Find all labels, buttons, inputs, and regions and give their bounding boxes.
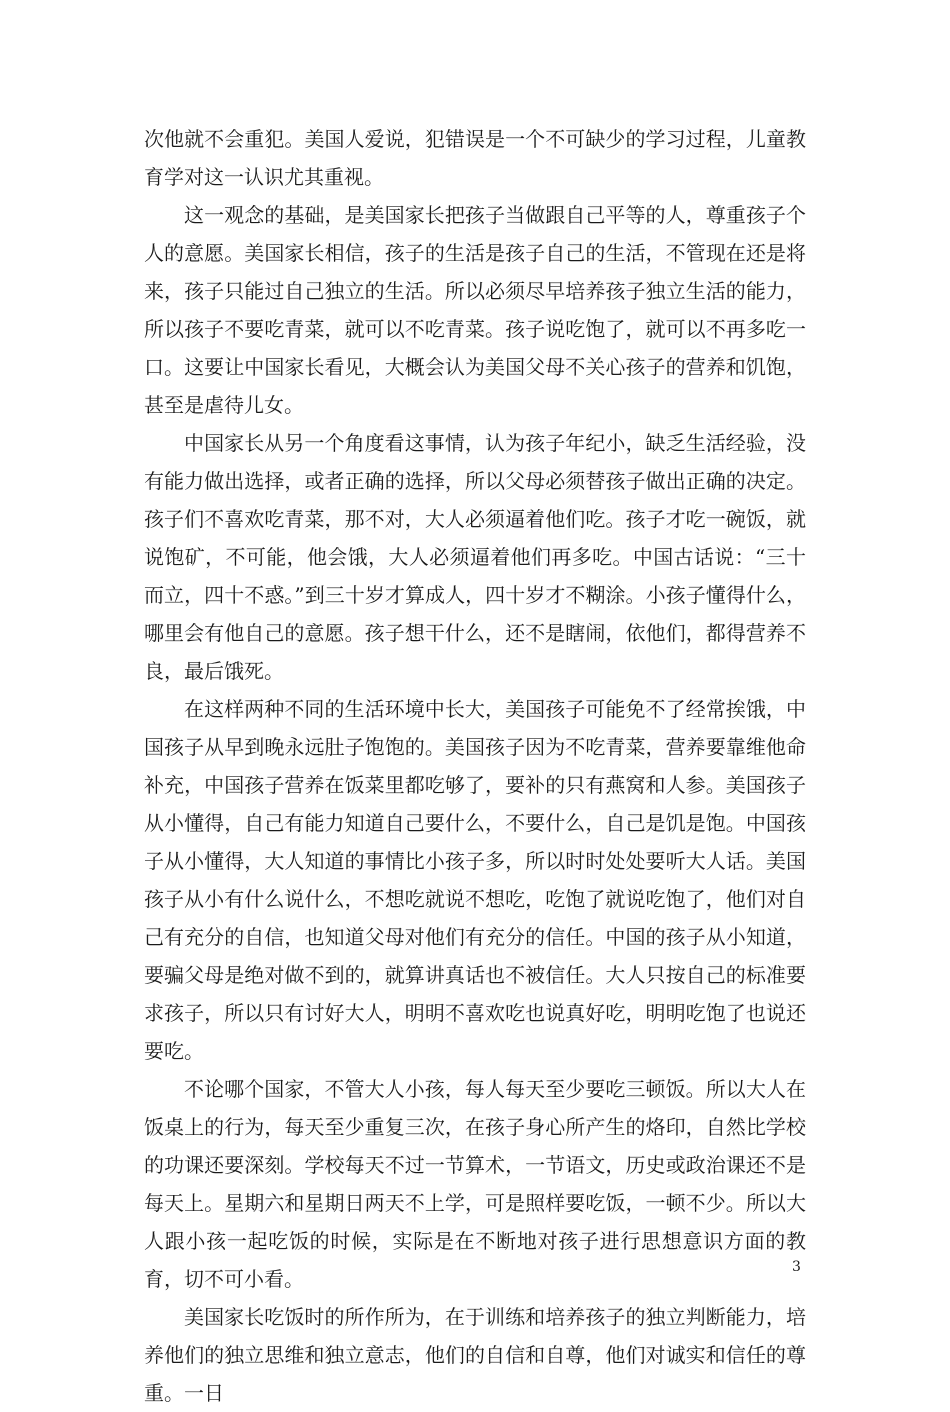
paragraph-continuation: 次他就不会重犯。美国人爱说，犯错误是一个不可缺少的学习过程，儿童教育学对这一认识尤其重视。	[144, 127, 806, 189]
paragraph: 这一观念的基础，是美国家长把孩子当做跟自己平等的人，尊重孩子个人的意愿。美国家长相信，孩子的生活是孩子自己的生活，不管现在还是将来，孩子只能过自己独立的生活。所以必须尽早培养孩子独立生活的能力，所以孩子不要吃青菜，就可以不吃青菜。孩子说吃饱了，就可以不再多吃一口。这要让中国家长看见，大概会认为美国父母不关心孩子的营养和饥饱，甚至是虐待儿女。	[144, 203, 806, 417]
paragraph: 在这样两种不同的生活环境中长大，美国孩子可能免不了经常挨饿，中国孩子从早到晚永远肚子饱饱的。美国孩子因为不吃青菜，营养要靠维他命补充，中国孩子营养在饭菜里都吃够了，要补的只有燕窝和人参。美国孩子从小懂得，自己有能力知道自己要什么，不要什么，自己是饥是饱。中国孩子从小懂得，大人知道的事情比小孩子多，所以时时处处要听大人话。美国孩子从小有什么说什么，不想吃就说不想吃，吃饱了就说吃饱了，他们对自己有充分的自信，也知道父母对他们有充分的信任。中国的孩子从小知道，要骗父母是绝对做不到的，就算讲真话也不被信任。大人只按自己的标准要求孩子，所以只有讨好大人，明明不喜欢吃也说真好吃，明明吃饱了也说还要吃。	[144, 697, 806, 1063]
paragraph: 中国家长从另一个角度看这事情，认为孩子年纪小，缺乏生活经验，没有能力做出选择，或者正确的选择，所以父母必须替孩子做出正确的决定。孩子们不喜欢吃青菜，那不对，大人必须逼着他们吃。孩子才吃一碗饭，就说饱矿，不可能，他会饿，大人必须逼着他们再多吃。中国古话说：“三十而立，四十不惑。”到三十岁才算成人，四十岁才不糊涂。小孩子懂得什么，哪里会有他自己的意愿。孩子想干什么，还不是瞎闹，依他们，都得营养不良，最后饿死。	[144, 431, 806, 683]
page-number: 3	[792, 1259, 801, 1275]
body-text	[144, 120, 806, 1412]
paragraph: 美国家长吃饭时的所作所为，在于训练和培养孩子的独立判断能力，培养他们的独立思维和独立意志，他们的自信和自尊，他们对诚实和信任的尊重。一日	[144, 1305, 806, 1405]
paragraph: 不论哪个国家，不管大人小孩，每人每天至少要吃三顿饭。所以大人在饭桌上的行为，每天至少重复三次，在孩子身心所产生的烙印，自然比学校的功课还要深刻。学校每天不过一节算术，一节语文，历史或政治课还不是每天上。星期六和星期日两天不上学，可是照样要吃饭，一顿不少。所以大人跟小孩一起吃饭的时候，实际是在不断地对孩子进行思想意识方面的教育，切不可小看。	[144, 1077, 806, 1291]
